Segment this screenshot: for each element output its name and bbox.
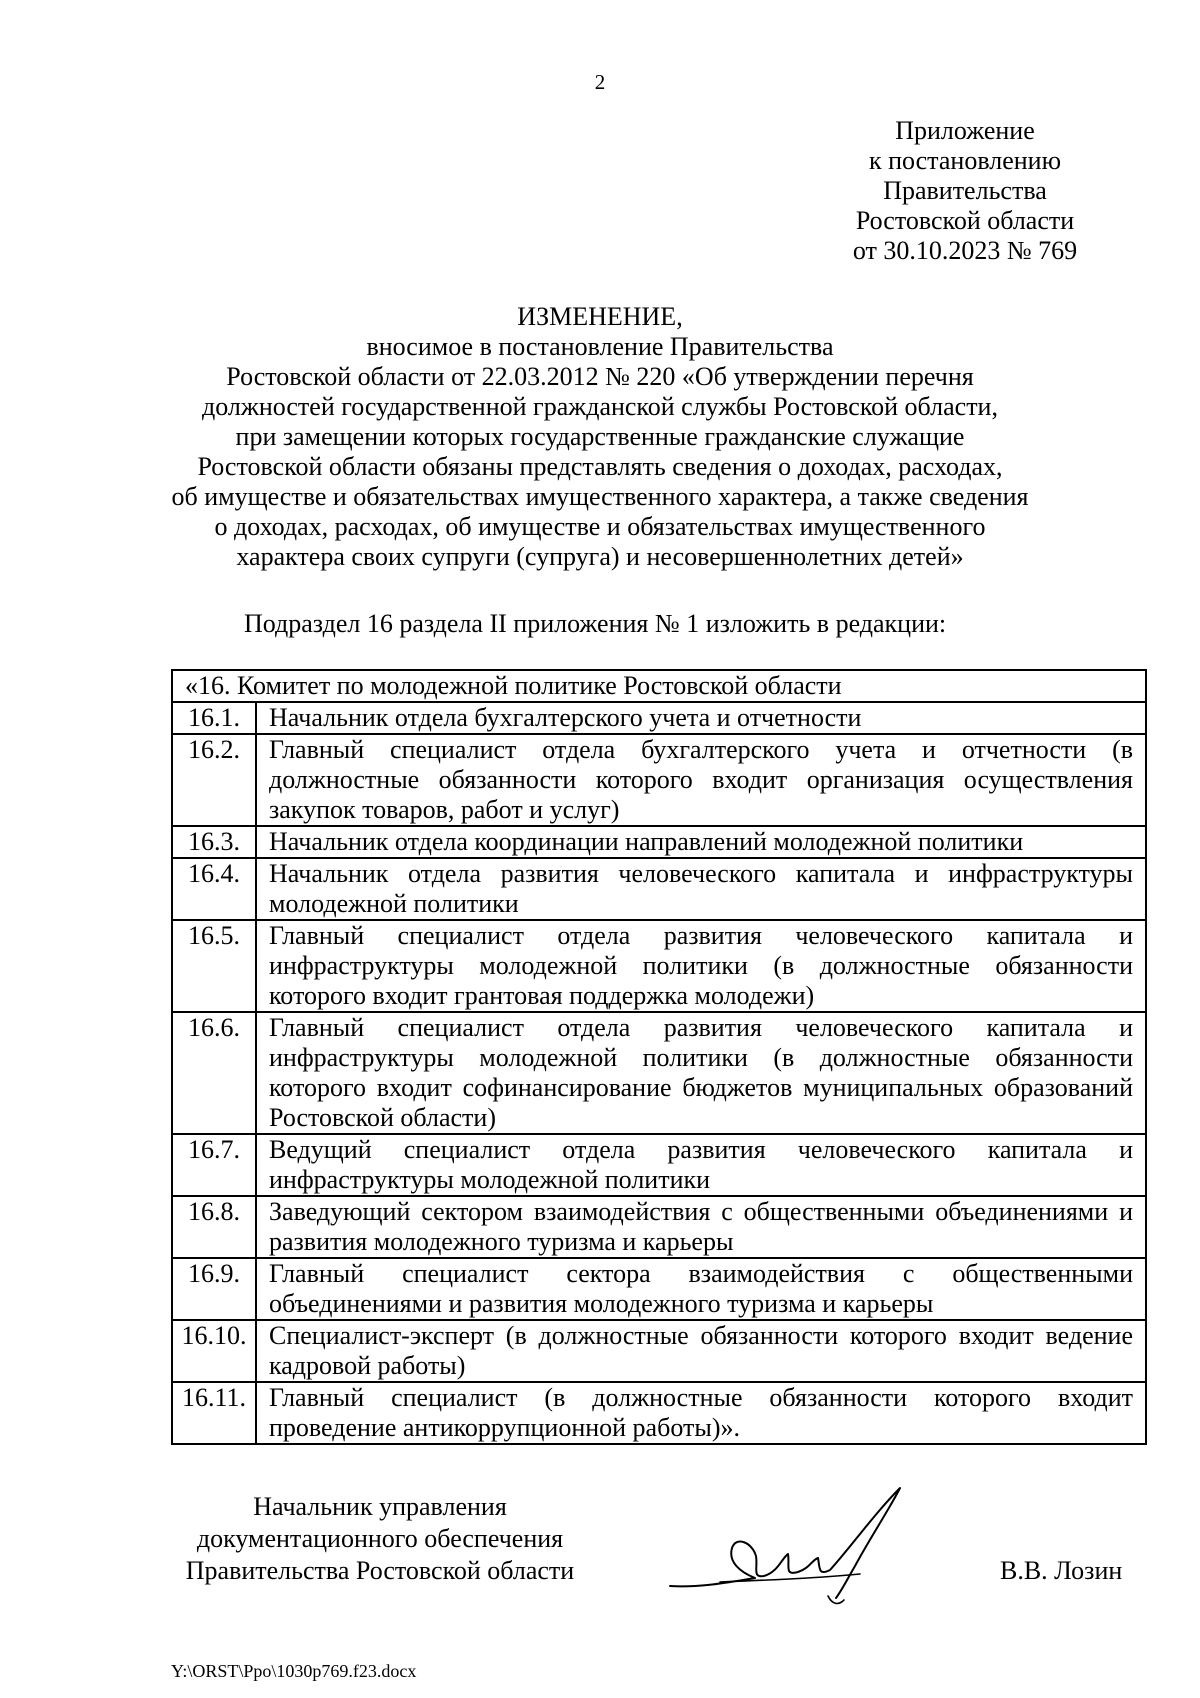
appendix-line: к постановлению [868, 146, 1062, 175]
table-row [172, 826, 1146, 858]
signatory-position-line: Начальник управления [253, 1492, 507, 1521]
row-number: 16.10. [172, 1320, 256, 1382]
title-line: характера своих супруги (супруга) и несовершеннолетних детей» [236, 542, 964, 571]
table-row [172, 920, 1146, 1012]
table-row [172, 1012, 1146, 1134]
title-line: Ростовской области обязаны представлять сведения о доходах, расходах, [197, 452, 1003, 481]
handwritten-signature [660, 1478, 950, 1618]
appendix-line: Приложение [895, 116, 1035, 145]
file-path: Y:\ORST\Ppo\1030p769.f23.docx [171, 1661, 417, 1681]
table-row [172, 1320, 1146, 1382]
table-row [172, 1382, 1146, 1444]
title-line: Ростовской области от 22.03.2012 № 220 «Об утверждении перечня [226, 362, 974, 391]
instruction-paragraph: Подраздел 16 раздела II приложения № 1 изложить в редакции: [244, 609, 947, 638]
title-line: об имуществе и обязательствах имущественного характера, а также сведения [171, 482, 1029, 511]
row-text: Начальник отдела развития человеческого капитала и инфраструктуры молодежной политики [256, 858, 1146, 920]
title-line: при замещении которых государственные гражданские служащие [235, 422, 965, 451]
title-line: о доходах, расходах, об имуществе и обязательствах имущественного [214, 512, 986, 541]
row-text: Главный специалист (в должностные обязанности которого входит проведение антикоррупционной работы)». [256, 1382, 1146, 1444]
signatory-position [160, 1491, 600, 1587]
page-number: 2 [594, 70, 606, 94]
appendix-line: от 30.10.2023 № 769 [852, 236, 1078, 265]
row-number: 16.6. [172, 1012, 256, 1134]
row-number: 16.9. [172, 1258, 256, 1320]
row-number: 16.1. [172, 702, 256, 734]
table-header-cell: «16. Комитет по молодежной политике Ростовской области [172, 670, 1146, 702]
title-line: должностей государственной гражданской службы Ростовской области, [202, 392, 998, 421]
positions-table [171, 669, 1147, 1445]
table-header-row [172, 670, 1146, 702]
table-row [172, 1196, 1146, 1258]
row-text: Начальник отдела координации направлений молодежной политики [256, 826, 1146, 858]
row-text: Главный специалист отдела развития человеческого капитала и инфраструктуры молодежной политики (в должностные обязанности которого входит софинансирование бюджетов муниципальных образований Ростовской области) [256, 1012, 1146, 1134]
row-text: Главный специалист сектора взаимодействия с общественными объединениями и развития молодежного туризма и карьеры [256, 1258, 1146, 1320]
table-row [172, 734, 1146, 826]
row-number: 16.2. [172, 734, 256, 826]
row-text: Специалист-эксперт (в должностные обязанности которого входит ведение кадровой работы) [256, 1320, 1146, 1382]
document-title [0, 302, 1200, 572]
row-number: 16.8. [172, 1196, 256, 1258]
table-row [172, 1134, 1146, 1196]
row-text: Главный специалист отдела развития человеческого капитала и инфраструктуры молодежной политики (в должностные обязанности которого входит грантовая поддержка молодежи) [256, 920, 1146, 1012]
signatory-position-line: документационного обеспечения [196, 1524, 564, 1553]
table-row [172, 858, 1146, 920]
row-text: Ведущий специалист отдела развития человеческого капитала и инфраструктуры молодежной политики [256, 1134, 1146, 1196]
title-line: вносимое в постановление Правительства [366, 332, 834, 361]
table-row [172, 1258, 1146, 1320]
signatory-position-line: Правительства Ростовской области [185, 1556, 575, 1585]
title-heading: ИЗМЕНЕНИЕ, [517, 302, 683, 331]
row-text: Начальник отдела бухгалтерского учета и отчетности [256, 702, 1146, 734]
row-number: 16.3. [172, 826, 256, 858]
row-number: 16.7. [172, 1134, 256, 1196]
appendix-block [815, 116, 1115, 266]
row-text: Заведующий сектором взаимодействия с общественными объединениями и развития молодежного туризма и карьеры [256, 1196, 1146, 1258]
appendix-line: Правительства [883, 176, 1047, 205]
signatory-name: В.В. Лозин [1000, 1556, 1123, 1585]
table-row [172, 702, 1146, 734]
row-number: 16.4. [172, 858, 256, 920]
appendix-line: Ростовской области [855, 206, 1075, 235]
row-number: 16.5. [172, 920, 256, 1012]
row-number: 16.11. [172, 1382, 256, 1444]
row-text: Главный специалист отдела бухгалтерского учета и отчетности (в должностные обязанности которого входит организация осуществления закупок товаров, работ и услуг) [256, 734, 1146, 826]
